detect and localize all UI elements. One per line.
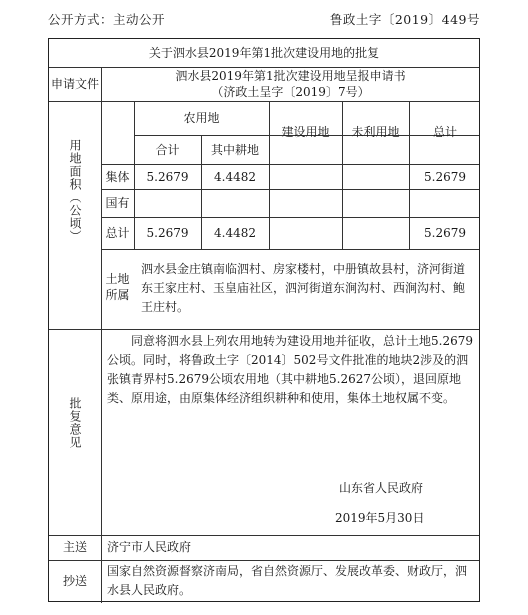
cell-farm-total: 5.2679 [146,226,189,240]
vrule-opinion [101,329,102,535]
document-number: 鲁政土字〔2019〕449号 [329,12,480,27]
approval-form [48,38,480,602]
rule-row3 [101,249,479,250]
col-construction: 建设用地 [281,125,330,139]
application-label: 申请文件 [50,77,99,91]
rule-area-end [49,329,479,330]
application-line2: （济政土呈字〔2019〕7号） [211,85,370,99]
rule-header [101,164,479,165]
rule-recipient-end [49,560,479,561]
approval-date: 2019年5月30日 [335,511,425,525]
col-arable: 其中耕地 [210,143,259,157]
document-title: 关于泗水县2019年第1批次建设用地的批复 [148,46,380,60]
cell-total: 5.2679 [424,226,466,240]
signature: 山东省人民政府 [339,481,424,495]
application-line1: 泗水县2019年第1批次建设用地呈报申请书 [175,69,406,83]
opinion-text: 同意将泗水县上列农用地转为建设用地并征收，总计土地5.2679公顷。同时，将鲁政土字〔2014〕502号文件批准的地块2涉及的泗张镇青界村5.2679公顷农用地（其中耕地5.2627公顷），退回原地类、原用途，由原集体经济组织耕种和使用，集体土地权属不变。 [107,334,473,405]
row-label: 国有 [105,196,130,210]
location-label: 土地所属 [105,272,130,302]
col-farm-total: 合计 [155,143,180,157]
cc-value: 国家自然资源督察济南局，省自然资源厅、发展改革委、财政厅，泗水县人民政府。 [107,564,468,597]
rule-row1 [101,189,479,190]
rule-application [49,101,479,102]
vrule-recipient [101,535,102,603]
row-label: 总计 [105,226,130,240]
rule-row2 [101,217,479,218]
recipient-value: 济宁市人民政府 [107,540,192,554]
rule-opinion-end [49,535,479,536]
col-unused: 未利用地 [351,125,400,139]
recipient-label: 主送 [62,540,87,554]
cell-total: 5.2679 [424,170,466,184]
cc-label: 抄送 [62,574,87,588]
row-label: 集体 [105,170,130,184]
col-farmland: 农用地 [183,111,220,125]
cell-arable: 4.4482 [214,170,256,184]
cell-arable: 4.4482 [214,226,256,240]
document-header [48,10,480,28]
opinion-label: 批复意见 [68,397,82,449]
col-total: 总计 [432,125,457,139]
disclosure-label: 公开方式：主动公开 [48,12,166,27]
area-section-label: 用地面积（公顷） [68,139,82,243]
location-text: 泗水县金庄镇南临泗村、房家楼村，中册镇故县村，济河街道东王家庄村、玉皇庙社区，泗河街道东涧沟村、西涧沟村、鲍王庄村。 [141,262,466,314]
cell-farm-total: 5.2679 [146,170,189,184]
